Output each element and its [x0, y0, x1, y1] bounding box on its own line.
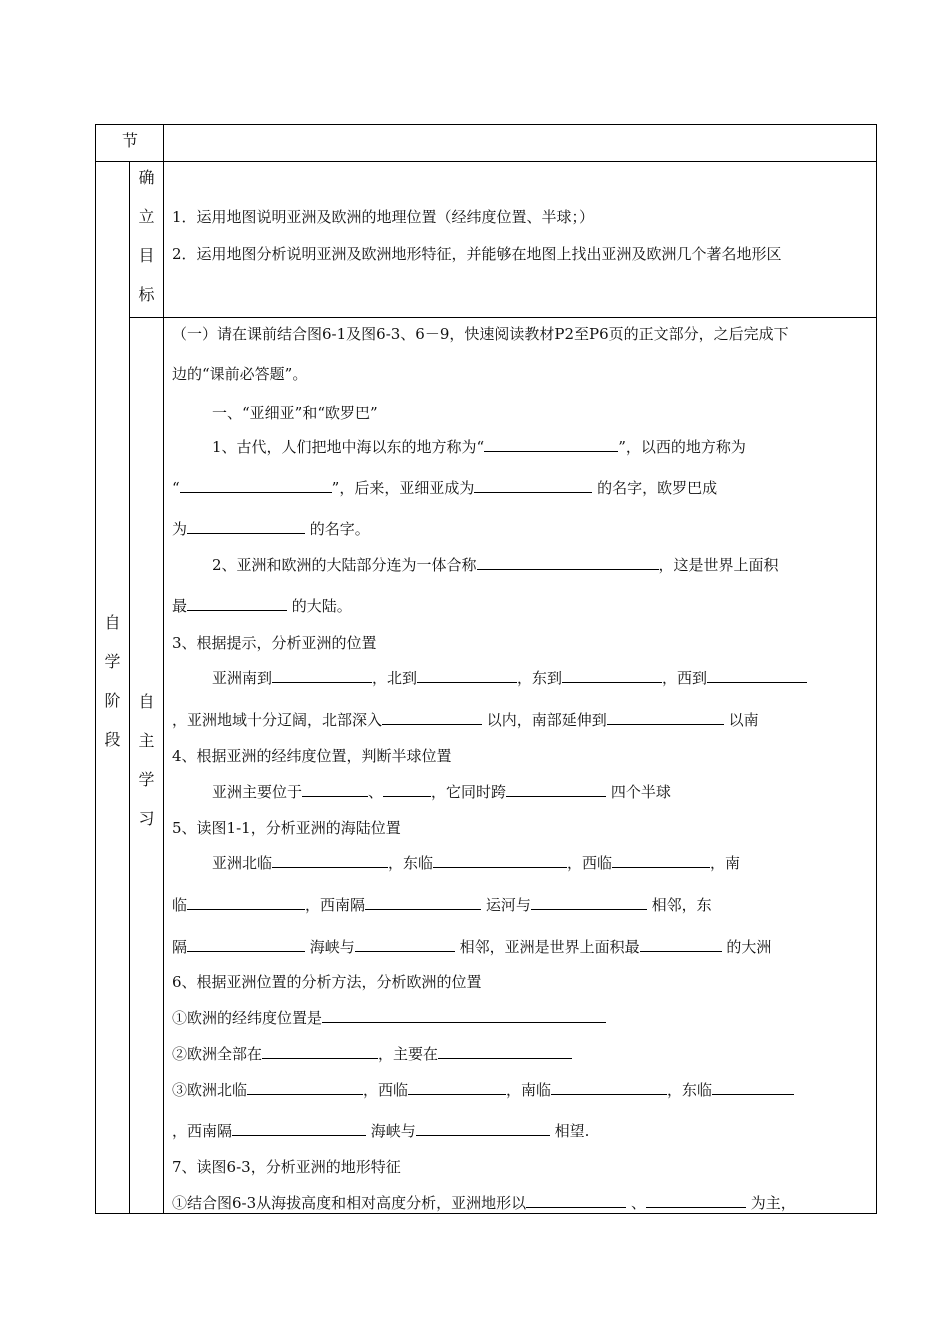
question-5-line-1: 亚洲北临 ，东临 ，西临 ，南 — [212, 854, 741, 872]
blank[interactable] — [531, 895, 647, 910]
blank[interactable] — [408, 1080, 506, 1095]
section-label: 节 — [122, 131, 139, 150]
question-2-line-2: 最 的大陆。 — [172, 597, 352, 615]
blank[interactable] — [526, 1193, 626, 1208]
intro-line-1: （一）请在课前结合图6-1及图6-3、6－9，快速阅读教材P2至P6页的正文部分，之后完成下 — [172, 325, 789, 343]
blank[interactable] — [365, 895, 481, 910]
blank[interactable] — [607, 710, 724, 725]
blank[interactable] — [551, 1080, 667, 1095]
study-label: 自 主 学 习 — [138, 692, 155, 828]
question-6-line-1: ①欧洲的经纬度位置是 — [172, 1008, 606, 1028]
question-3-line-1: 亚洲南到 ，北到 ，东到 ，西到 — [212, 668, 807, 688]
blank[interactable] — [272, 853, 388, 868]
blank[interactable] — [322, 1008, 606, 1023]
blank[interactable] — [707, 668, 807, 683]
question-7-title: 7、读图6-3，分析亚洲的地形特征 — [172, 1158, 401, 1176]
question-5-line-2: 临 ，西南隔 运河与 相邻，东 — [172, 896, 712, 914]
blank[interactable] — [232, 1121, 366, 1136]
question-2-line-1: 2、亚洲和欧洲的大陆部分连为一体合称 ，这是世界上面积 — [212, 556, 779, 574]
blank[interactable] — [187, 519, 305, 534]
question-6-line-4: ，西南隔 海峡与 相望. — [172, 1122, 590, 1140]
table-border-top — [95, 124, 877, 125]
blank[interactable] — [272, 668, 372, 683]
question-6-line-3: ③欧洲北临 ，西临 ，南临 ，东临 — [172, 1080, 794, 1100]
table-row-divider-2 — [129, 317, 877, 318]
blank[interactable] — [187, 937, 305, 952]
blank[interactable] — [187, 895, 305, 910]
blank[interactable] — [640, 937, 722, 952]
blank[interactable] — [262, 1044, 378, 1059]
goal-2: 2．运用地图分析说明亚洲及欧洲地形特征，并能够在地图上找出亚洲及欧洲几个著名地形区 — [172, 245, 782, 263]
question-4-title: 4、根据亚洲的经纬度位置，判断半球位置 — [172, 747, 452, 765]
blank[interactable] — [612, 853, 710, 868]
table-row-divider-1 — [95, 161, 877, 162]
table-border-right — [876, 124, 877, 1214]
question-6-title: 6、根据亚洲位置的分析方法，分析欧洲的位置 — [172, 973, 482, 991]
blank[interactable] — [712, 1080, 794, 1095]
blank[interactable] — [180, 478, 332, 493]
question-3-line-2: ，亚洲地域十分辽阔，北部深入 以内，南部延伸到 以南 — [172, 711, 759, 729]
blank[interactable] — [382, 710, 482, 725]
blank[interactable] — [302, 782, 368, 797]
blank[interactable] — [506, 782, 606, 797]
question-1-line-1: 1、古代，人们把地中海以东的地方称为“ ”，以西的地方称为 — [212, 438, 746, 456]
question-1-line-2: “ ”，后来，亚细亚成为 的名字，欧罗巴成 — [172, 479, 718, 497]
blank[interactable] — [433, 853, 567, 868]
heading-1: 一、“亚细亚”和“欧罗巴” — [212, 404, 378, 422]
blank[interactable] — [247, 1080, 363, 1095]
blank[interactable] — [484, 437, 618, 452]
intro-line-2: 边的“课前必答题”。 — [172, 365, 308, 383]
stage-label: 自 学 阶 段 — [104, 613, 121, 749]
blank[interactable] — [417, 668, 517, 683]
blank[interactable] — [416, 1121, 550, 1136]
blank[interactable] — [477, 555, 659, 570]
blank[interactable] — [187, 596, 287, 611]
blank[interactable] — [562, 668, 662, 683]
blank[interactable] — [474, 478, 592, 493]
question-4-line-1: 亚洲主要位于 、 ，它同时跨 四个半球 — [212, 783, 671, 801]
goal-1: 1．运用地图说明亚洲及欧洲的地理位置（经纬度位置、半球；） — [172, 208, 595, 226]
question-7-line-1: ①结合图6-3从海拔高度和相对高度分析，亚洲地形以 、 为主， — [172, 1194, 796, 1212]
question-5-line-3: 隔 海峡与 相邻，亚洲是世界上面积最 的大洲 — [172, 938, 772, 956]
question-5-title: 5、读图1-1，分析亚洲的海陆位置 — [172, 819, 401, 837]
table-col-divider-2 — [163, 124, 164, 1214]
blank[interactable] — [438, 1044, 572, 1059]
blank[interactable] — [383, 782, 431, 797]
question-3-title: 3、根据提示，分析亚洲的位置 — [172, 634, 377, 652]
table-border-bottom — [95, 1213, 877, 1214]
blank[interactable] — [355, 937, 455, 952]
question-1-line-3: 为 的名字。 — [172, 520, 370, 538]
goal-label: 确 立 目 标 — [138, 168, 155, 304]
question-6-line-2: ②欧洲全部在 ，主要在 — [172, 1044, 572, 1064]
blank[interactable] — [646, 1193, 746, 1208]
